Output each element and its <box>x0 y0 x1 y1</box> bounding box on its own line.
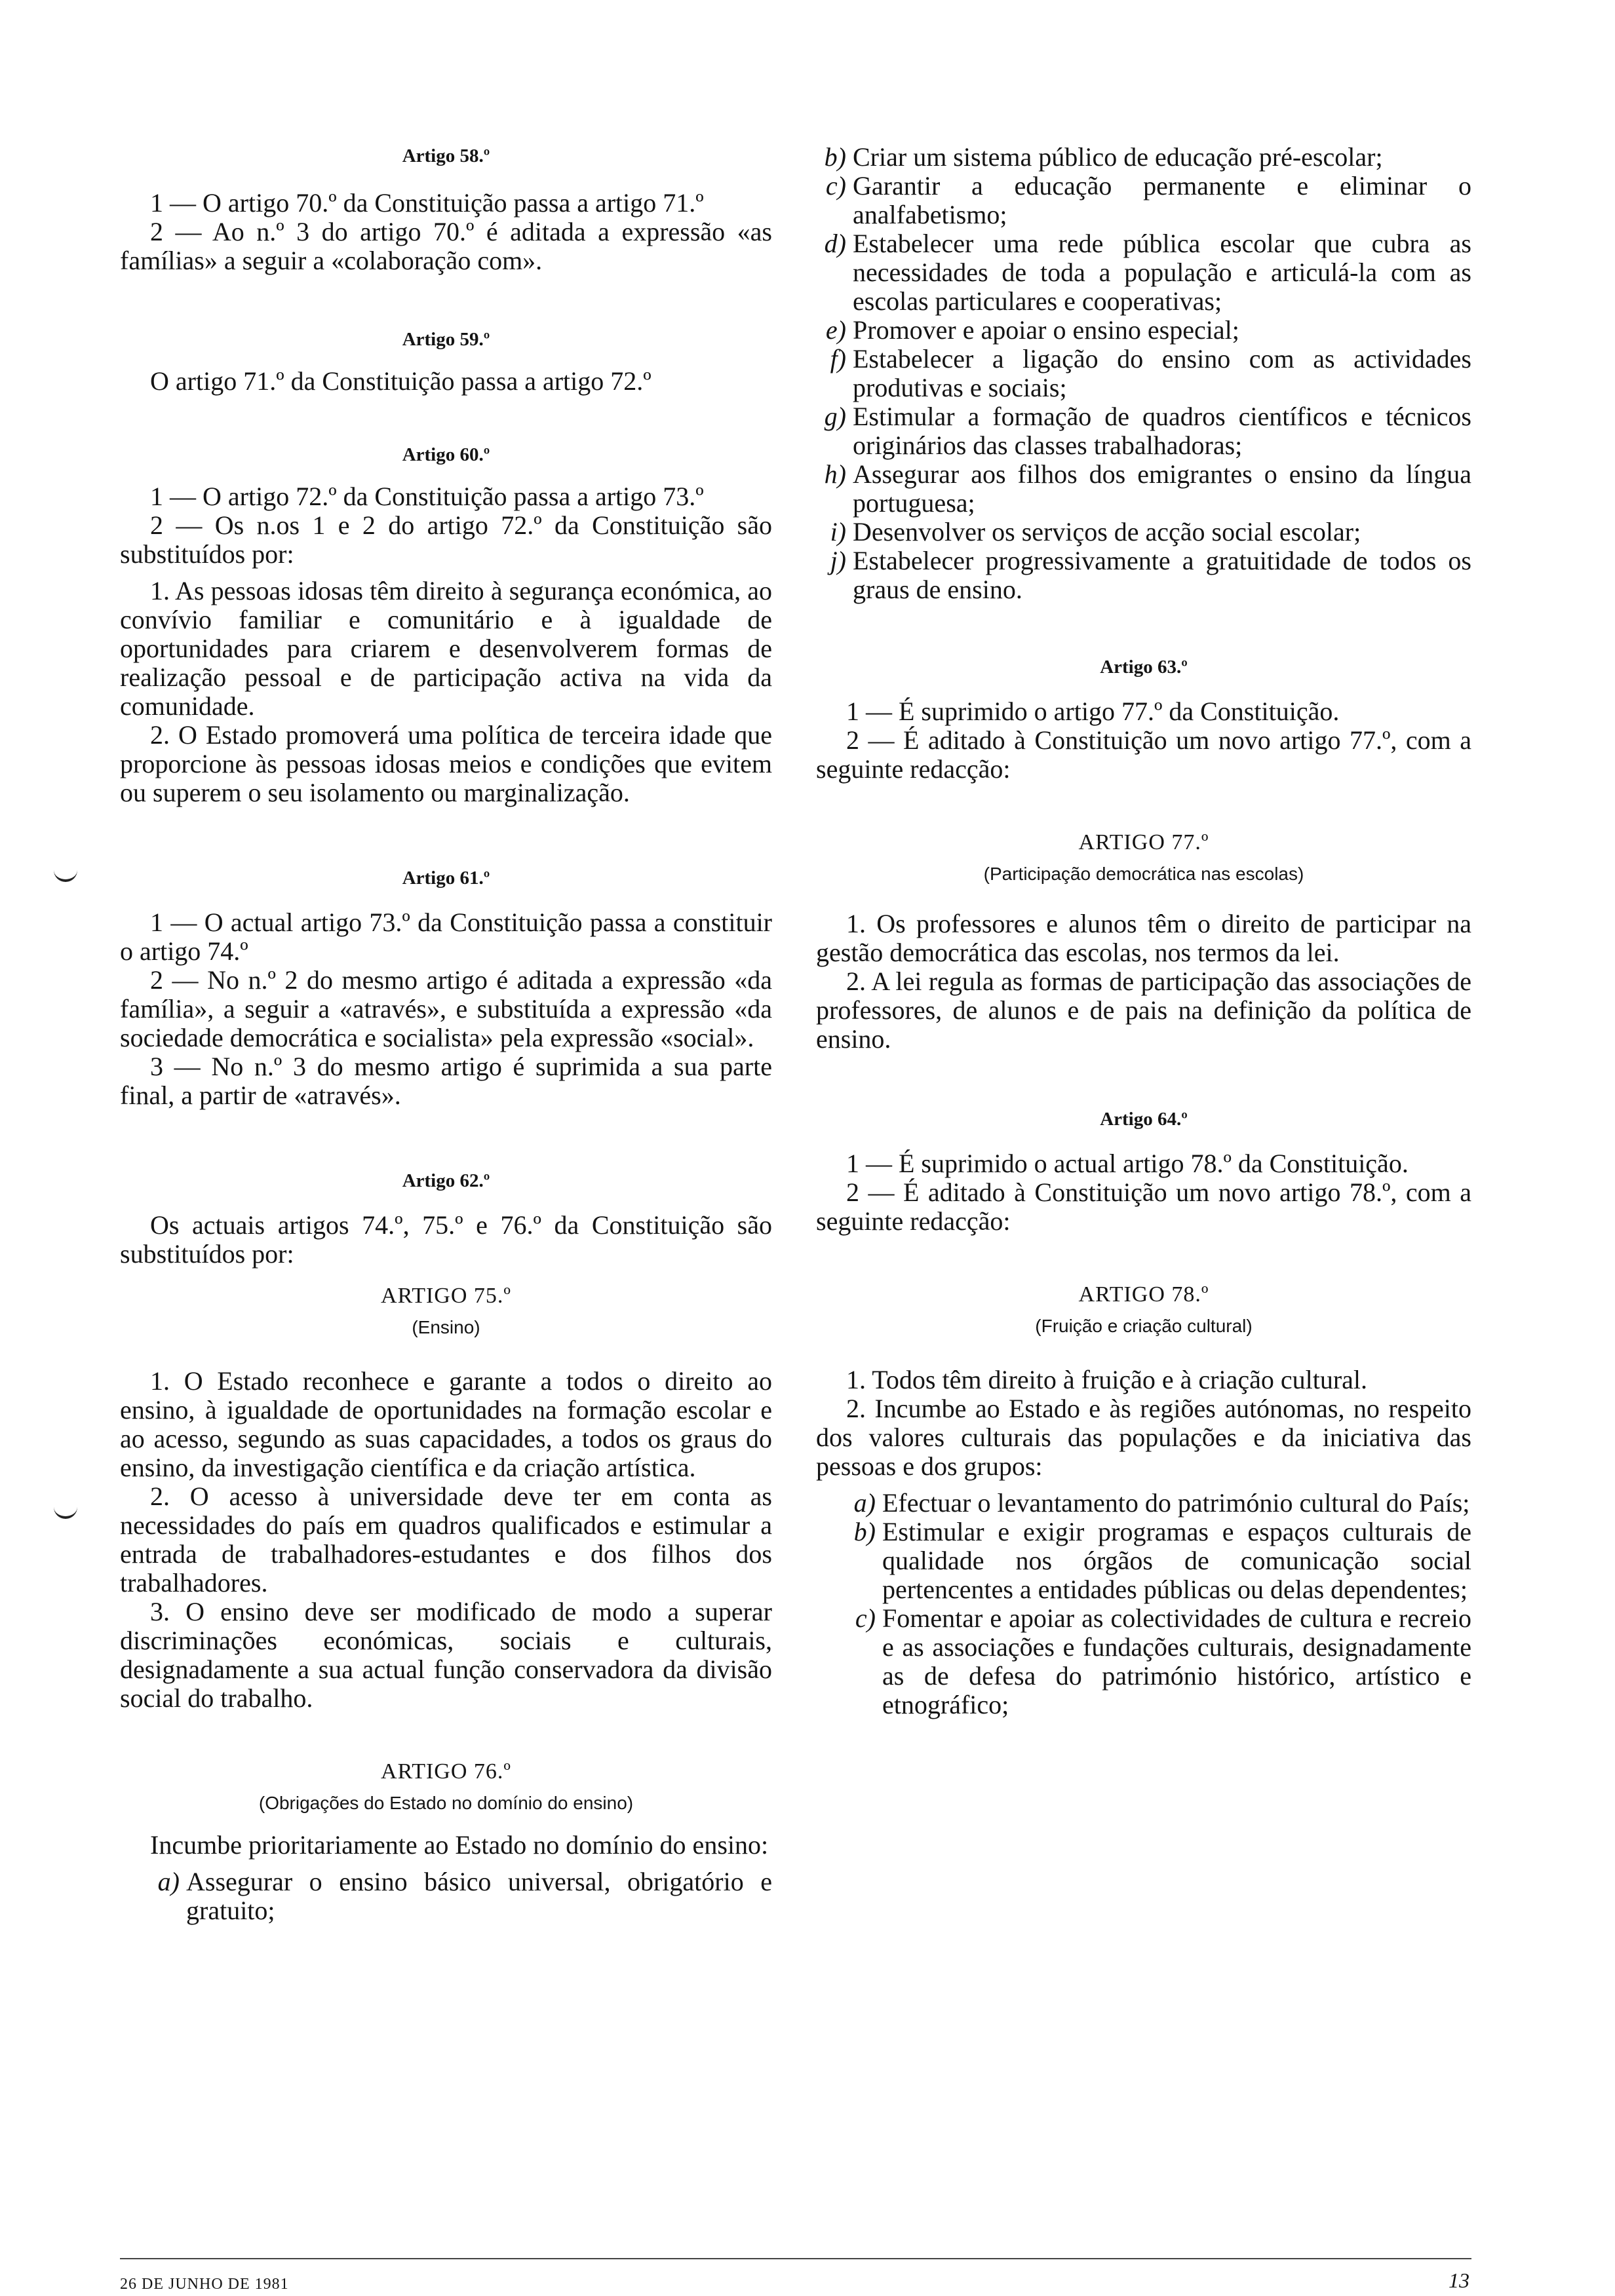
list-item-letter: f) <box>830 344 846 373</box>
article-heading: Artigo 63.º <box>1100 657 1188 678</box>
article-heading: Artigo 61.º <box>402 868 490 889</box>
paragraph: 2 — Os n.os 1 e 2 do artigo 72.º da Constituição são substituídos por: <box>120 510 772 569</box>
constitution-article-subtitle: (Ensino) <box>412 1317 480 1337</box>
paragraph: Incumbe prioritariamente ao Estado no domínio do ensino: <box>150 1830 769 1860</box>
paragraph: 1 — O artigo 70.º da Constituição passa a artigo 71.º <box>150 188 704 218</box>
list-item <box>816 460 1471 518</box>
list-item-letter: c) <box>855 1603 876 1633</box>
paragraph: O artigo 71.º da Constituição passa a artigo 72.º <box>150 366 652 396</box>
binding-hole-mark <box>54 1507 77 1519</box>
list-item-letter: j) <box>830 546 846 575</box>
list-item <box>816 316 1471 345</box>
list-item <box>816 345 1471 402</box>
list-item-letter: b) <box>824 142 846 172</box>
left-column <box>120 143 772 1925</box>
list-item <box>846 1604 1471 1719</box>
list-item-letter: a) <box>157 1867 180 1896</box>
list-item-text: Estabelecer a ligação do ensino com as actividades produtivas e sociais; <box>853 344 1471 402</box>
list-item-text: Assegurar aos filhos dos emigrantes o ensino da língua portuguesa; <box>853 459 1471 518</box>
paragraph: 2 — Ao n.º 3 do artigo 70.º é aditada a expressão «as famílias» a seguir a «colaboração com». <box>120 217 772 275</box>
list-item-letter: e) <box>825 315 846 345</box>
constitution-article-heading: ARTIGO 77.º <box>1078 830 1209 854</box>
quoted-paragraph: 2. A lei regula as formas de participação das associações de professores, de alunos e de pais na definição da política de ensino. <box>816 966 1471 1054</box>
quoted-paragraph: 1. Os professores e alunos têm o direito de participar na gestão democrática das escolas, nos termos da lei. <box>816 909 1471 967</box>
list-item-letter: c) <box>825 171 846 201</box>
list-item-letter: i) <box>830 517 846 546</box>
list-item <box>816 229 1471 316</box>
list-item-text: Assegurar o ensino básico universal, obrigatório e gratuito; <box>186 1867 772 1925</box>
list-item-text: Efectuar o levantamento do património cultural do País; <box>882 1488 1470 1518</box>
right-column <box>816 143 1471 1719</box>
list-item-text: Promover e apoiar o ensino especial; <box>853 315 1239 345</box>
paragraph: 2 — É aditado à Constituição um novo artigo 77.º, com a seguinte redacção: <box>816 725 1471 784</box>
paragraph: 1 — O actual artigo 73.º da Constituição passa a constituir o artigo 74.º <box>120 908 772 966</box>
list-item <box>816 518 1471 546</box>
quoted-paragraph: 2. O Estado promoverá uma política de terceira idade que proporcione às pessoas idosas meios e condições que evitem ou superem o seu isolamento ou marginalização. <box>120 720 772 807</box>
list-item-letter: b) <box>853 1517 876 1546</box>
list-item <box>846 1518 1471 1604</box>
binding-hole-mark <box>54 870 77 882</box>
list-item-text: Criar um sistema público de educação pré-escolar; <box>853 142 1383 172</box>
article-heading: Artigo 59.º <box>402 329 490 350</box>
list-item-text: Estabelecer uma rede pública escolar que cubra as necessidades de toda a população e articulá-la com as escolas particulares e cooperativas; <box>853 229 1471 316</box>
quoted-paragraph: 1. As pessoas idosas têm direito à segurança económica, ao convívio familiar e comunitário e à igualdade de oportunidades para criarem e desenvolverem formas de realização pessoal e de participação activa na vida da comunidade. <box>120 576 772 721</box>
list-item-letter: h) <box>824 459 846 489</box>
quoted-paragraph: 2. Incumbe ao Estado e às regiões autónomas, no respeito dos valores culturais das populações e da iniciativa das pessoas e dos grupos: <box>816 1394 1471 1481</box>
article-heading: Artigo 60.º <box>402 444 490 465</box>
paragraph: 1 — É suprimido o actual artigo 78.º da Constituição. <box>846 1149 1409 1178</box>
constitution-article-subtitle: (Participação democrática nas escolas) <box>983 864 1304 884</box>
list-item <box>816 143 1471 172</box>
paragraph: Os actuais artigos 74.º, 75.º e 76.º da Constituição são substituídos por: <box>120 1210 772 1269</box>
constitution-article-heading: ARTIGO 78.º <box>1078 1282 1209 1307</box>
paragraph: 3 — No n.º 3 do mesmo artigo é suprimida a sua parte final, a partir de «através». <box>120 1052 772 1110</box>
list-item <box>149 1867 772 1925</box>
quoted-paragraph: 1. O Estado reconhece e garante a todos o direito ao ensino, à igualdade de oportunidades na formação escolar e ao acesso, segundo as suas capacidades, a todos os graus do ensino, da investigação científica e da criação artística. <box>120 1366 772 1482</box>
footer-rule <box>120 2258 1471 2259</box>
paragraph: 2 — No n.º 2 do mesmo artigo é aditada a expressão «da família», a seguir a «através», e substituída a expressão «da sociedade democrática e socialista» pela expressão «social». <box>120 965 772 1052</box>
quoted-paragraph: 3. O ensino deve ser modificado de modo a superar discriminações económicas, sociais e culturais, designadamente a sua actual função conservadora da divisão social do trabalho. <box>120 1597 772 1713</box>
article-heading: Artigo 64.º <box>1100 1109 1188 1130</box>
constitution-article-heading: ARTIGO 75.º <box>381 1284 511 1308</box>
paragraph: 1 — É suprimido o artigo 77.º da Constituição. <box>846 697 1340 726</box>
constitution-article-subtitle: (Fruição e criação cultural) <box>1035 1316 1253 1336</box>
art76-item-list <box>816 143 1471 604</box>
list-item-letter: d) <box>824 229 846 258</box>
article-heading: Artigo 62.º <box>402 1170 490 1191</box>
list-item-text: Fomentar e apoiar as colectividades de cultura e recreio e as associações e fundações culturais, designadamente as de defesa do património histórico, artístico e etnográfico; <box>882 1603 1471 1719</box>
list-item <box>816 546 1471 604</box>
paragraph: 1 — O artigo 72.º da Constituição passa a artigo 73.º <box>150 482 704 511</box>
constitution-article-subtitle: (Obrigações do Estado no domínio do ensino) <box>258 1793 634 1813</box>
list-item <box>846 1489 1471 1518</box>
list-item-text: Estimular e exigir programas e espaços culturais de qualidade nos órgãos de comunicação social pertencentes a entidades públicas ou delas dependentes; <box>882 1517 1471 1604</box>
list-item-text: Estabelecer progressivamente a gratuitidade de todos os graus de ensino. <box>853 546 1471 604</box>
list-item-letter: g) <box>824 402 846 431</box>
list-item-letter: a) <box>853 1488 876 1518</box>
list-item-text: Garantir a educação permanente e eliminar o analfabetismo; <box>853 171 1471 229</box>
list-item-text: Estimular a formação de quadros científicos e técnicos originários das classes trabalhadoras; <box>853 402 1471 460</box>
quoted-paragraph: 2. O acesso à universidade deve ter em conta as necessidades do país em quadros qualificados e estimular a entrada de trabalhadores-estudantes e dos filhos dos trabalhadores. <box>120 1482 772 1598</box>
quoted-paragraph: 1. Todos têm direito à fruição e à criação cultural. <box>846 1365 1368 1394</box>
constitution-article-heading: ARTIGO 76.º <box>381 1759 511 1784</box>
list-item-text: Desenvolver os serviços de acção social escolar; <box>853 517 1361 546</box>
footer-date: 26 DE JUNHO DE 1981 <box>120 2276 289 2293</box>
list-item <box>816 402 1471 460</box>
article-heading: Artigo 58.º <box>402 145 490 166</box>
list-item <box>816 172 1471 229</box>
paragraph: 2 — É aditado à Constituição um novo artigo 78.º, com a seguinte redacção: <box>816 1177 1471 1236</box>
page-number: 13 <box>1449 2268 1469 2292</box>
